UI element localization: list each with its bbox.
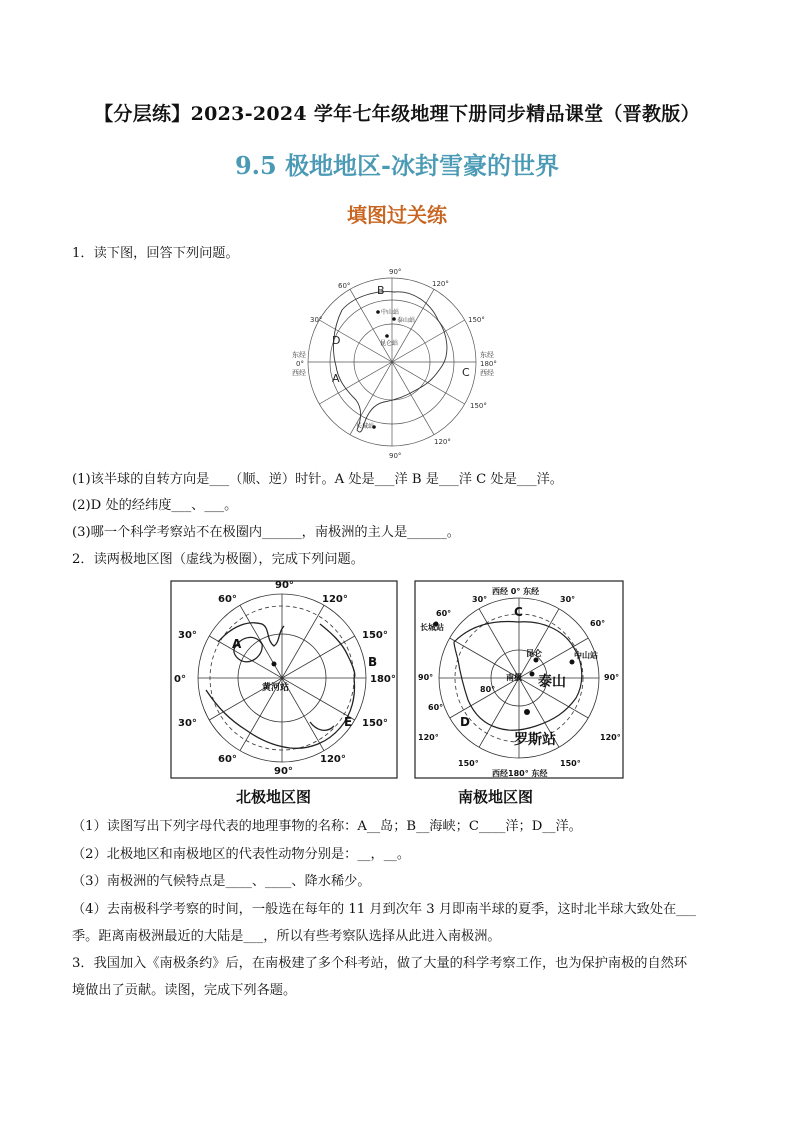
q1-item-3: (3)哪一个科学考察站不在极圈内______，南极洲的主人是______。 (72, 525, 460, 540)
arctic-deg60b: 60° (218, 754, 237, 765)
antarctic-label-c: C (514, 605, 523, 619)
q3-line-1: 3．我国加入《南极条约》后，在南极建了多个科考站，做了大量的科学考察工作，也为保护南极的自然环 (72, 956, 688, 971)
q1-deg120-top: 120° (432, 280, 449, 288)
antarctic-deg90l: 90° (418, 673, 434, 682)
antarctic-deg120l: 120° (418, 733, 439, 742)
arctic-deg60: 60° (218, 594, 237, 605)
q1-kunlun: 昆仑站 (380, 340, 399, 347)
q1-deg90-top: 90° (389, 268, 402, 276)
antarctic-changcheng: 长城站 (420, 623, 444, 632)
arctic-deg90-bottom: 90° (274, 766, 293, 777)
q1-taishan: 泰山站 (397, 317, 416, 324)
arctic-label-a: A (232, 637, 242, 651)
q2-antarctic-map (414, 580, 626, 808)
antarctic-ross: 罗斯站 (514, 732, 556, 748)
antarctic-bottom-label: 西经180° 东经 (492, 769, 548, 778)
antarctic-deg30: 30° (472, 595, 488, 604)
arctic-deg90-top: 90° (275, 580, 294, 591)
antarctic-deg80: 80° (480, 685, 496, 694)
q1-changcheng: 长城站 (356, 423, 375, 430)
arctic-deg150: 150° (362, 630, 388, 641)
q1-deg30: 30° (310, 316, 323, 324)
lesson-title: 9.5 极地地区-冰封雪豪的世界 (234, 151, 560, 180)
q1-label-c: C (462, 366, 470, 379)
q1-deg150: 150° (468, 316, 485, 324)
arctic-deg180: 180° (370, 674, 396, 685)
q1-prompt: 1．读下图，回答下列问题。 (72, 246, 239, 261)
q1-deg180: 180° (480, 360, 497, 368)
q2-item-1: （1）读图写出下列字母代表的地理事物的名称：A__岛；B__海峡；C____洋；D__洋。 (72, 819, 582, 834)
q1-west: 西经 (292, 369, 306, 377)
arctic-label-b: B (368, 655, 378, 669)
arctic-label-e: E (344, 715, 353, 729)
q1-east: 东经 (292, 351, 306, 359)
q2-item-4-cont: 季。距离南极洲最近的大陆是___，所以有些考察队选择从此进入南极洲。 (72, 929, 501, 944)
antarctic-pole: 南极 (506, 673, 522, 682)
q3-line-2: 境做出了贡献。读图，完成下列各题。 (72, 983, 297, 998)
q1-deg150-lower: 150° (470, 402, 487, 410)
q1-label-b: B (377, 284, 385, 297)
arctic-caption: 北极地区图 (236, 788, 312, 806)
arctic-deg120b: 120° (320, 754, 346, 765)
antarctic-deg60l: 60° (428, 703, 444, 712)
q2-arctic-map (170, 580, 400, 808)
q1-zero: 0° (296, 360, 304, 368)
antarctic-deg120r: 120° (600, 733, 621, 742)
antarctic-top-label: 西经 0° 东经 (492, 587, 540, 596)
q2-prompt: 2．读两极地区图（虚线为极圈），完成下列问题。 (72, 552, 364, 567)
antarctic-taishan: 泰山 (538, 674, 566, 690)
q1-deg60: 60° (338, 282, 351, 290)
q1-east2: 东经 (480, 351, 494, 359)
q1-deg120-lower: 120° (434, 438, 451, 446)
q1-deg90-bottom: 90° (389, 452, 402, 460)
antarctic-kunlun: 昆仑 (526, 649, 542, 658)
arctic-deg150b: 150° (362, 718, 388, 729)
arctic-deg30: 30° (178, 630, 197, 641)
antarctic-deg60: 60° (436, 609, 452, 618)
arctic-deg120: 120° (322, 594, 348, 605)
q1-label-d: D (332, 334, 341, 347)
antarctic-deg30r: 30° (560, 595, 576, 604)
q2-item-2: （2）北极地区和南极地区的代表性动物分别是：__，__。 (72, 847, 411, 862)
q2-item-3: （3）南极洲的气候特点是____、____、降水稀少。 (72, 874, 371, 889)
antarctic-caption: 南极地区图 (458, 788, 534, 806)
q1-west2: 西经 (480, 369, 494, 377)
q1-zhongshan: 中山站 (381, 309, 400, 316)
antarctic-deg60r: 60° (590, 619, 606, 628)
series-title: 【分层练】2023-2024 学年七年级地理下册同步精品课堂（晋教版） (94, 103, 700, 125)
section-title: 填图过关练 (347, 203, 447, 227)
antarctic-deg90r: 90° (604, 673, 620, 682)
antarctic-deg150r: 150° (560, 759, 581, 768)
q2-item-4: （4）去南极科学考察的时间，一般选在每年的 11 月到次年 3 月即南半球的夏季，这时北半球大致处在___ (72, 902, 696, 917)
antarctic-zhongshan: 中山站 (574, 651, 598, 660)
antarctic-deg150l: 150° (458, 759, 479, 768)
arctic-deg30b: 30° (178, 718, 197, 729)
q1-antarctic-map (282, 262, 502, 462)
q1-item-1: (1)该半球的自转方向是___（顺、逆）时针。A 处是___洋 B 是___洋 C 处是___洋。 (72, 472, 563, 487)
antarctic-label-d: D (460, 715, 470, 729)
q1-label-a: A (332, 372, 340, 385)
q1-item-2: (2)D 处的经纬度___、___。 (72, 498, 238, 513)
arctic-station: 黄河站 (262, 683, 290, 693)
arctic-deg0: 0° (174, 674, 186, 685)
